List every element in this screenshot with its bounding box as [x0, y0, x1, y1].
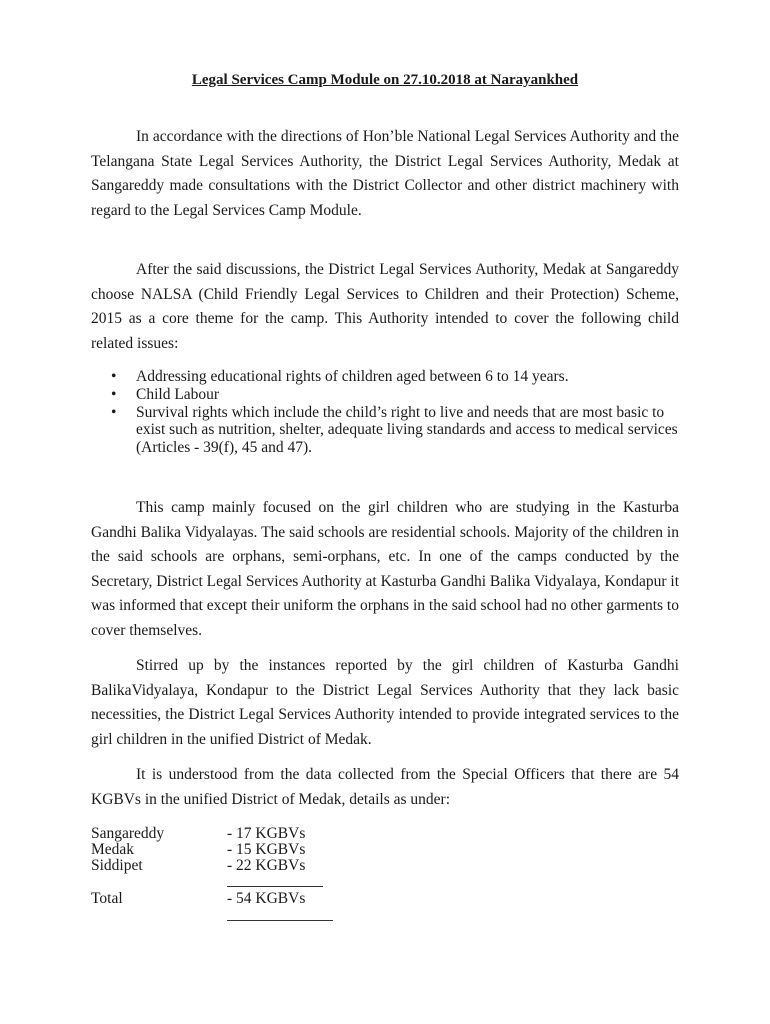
list-item-text: Addressing educational rights of children aged between 6 to 14 years.	[136, 368, 569, 385]
district-name: Siddipet	[91, 857, 143, 874]
list-item	[91, 368, 681, 386]
total-count: - 54 KGBVs	[227, 890, 306, 907]
total-rule	[227, 920, 333, 921]
paragraph-3: This camp mainly focused on the girl children who are studying in the Kasturba Gandhi Balika Vidyalayas. The said schools are residential schools. Majority of the children in the said schools are orphans, semi-orphans, etc. In one of the camps conducted by the Secretary, District Legal Services Authority at Kasturba Gandhi Balika Vidyalaya, Kondapur it was informed that except their uniform the orphans in the said school had no other garments to cover themselves.	[91, 499, 679, 639]
bullet-icon: •	[111, 403, 117, 421]
subtotal-rule	[227, 886, 323, 887]
document-title: Legal Services Camp Module on 27.10.2018 at Narayankhed	[191, 72, 579, 88]
list-item	[91, 404, 681, 457]
kgbv-count: - 15 KGBVs	[227, 841, 306, 858]
list-item-text: Child Labour	[136, 385, 220, 403]
paragraph-1: In accordance with the directions of Hon’ble National Legal Services Authority and the Telangana State Legal Services Authority, the District Legal Services Authority, Medak at Sangareddy made consultations with the District Collector and other district machinery with regard to the Legal Services Camp Module.	[91, 128, 679, 219]
paragraph-2: After the said discussions, the District Legal Services Authority, Medak at Sangareddy choose NALSA (Child Friendly Legal Services to Children and their Protection) Scheme, 2015 as a core theme for the camp. This Authority intended to cover the following child related issues:	[91, 261, 679, 352]
issues-list	[91, 368, 681, 457]
list-item-text: Survival rights which include the child’s right to live and needs that are most basic to exist such as nutrition, shelter, adequate living standards and access to medical services (Articles - 39(f), 45 and 47).	[136, 403, 678, 457]
district-name: Medak	[91, 841, 135, 858]
kgbv-count: - 22 KGBVs	[227, 857, 306, 874]
bullet-icon: •	[111, 385, 117, 403]
total-label: Total	[91, 890, 123, 907]
kgbv-count: - 17 KGBVs	[227, 825, 306, 842]
paragraph-5: It is understood from the data collected from the Special Officers that there are 54 KGBVs in the unified District of Medak, details as under:	[91, 766, 679, 808]
list-item	[91, 386, 681, 404]
district-name: Sangareddy	[91, 825, 165, 842]
paragraph-4: Stirred up by the instances reported by the girl children of Kasturba Gandhi BalikaVidyalaya, Kondapur to the District Legal Services Authority that they lack basic necessities, the District Legal Services Authority intended to provide integrated services to the girl children in the unified District of Medak.	[91, 657, 679, 748]
bullet-icon: •	[111, 368, 117, 385]
